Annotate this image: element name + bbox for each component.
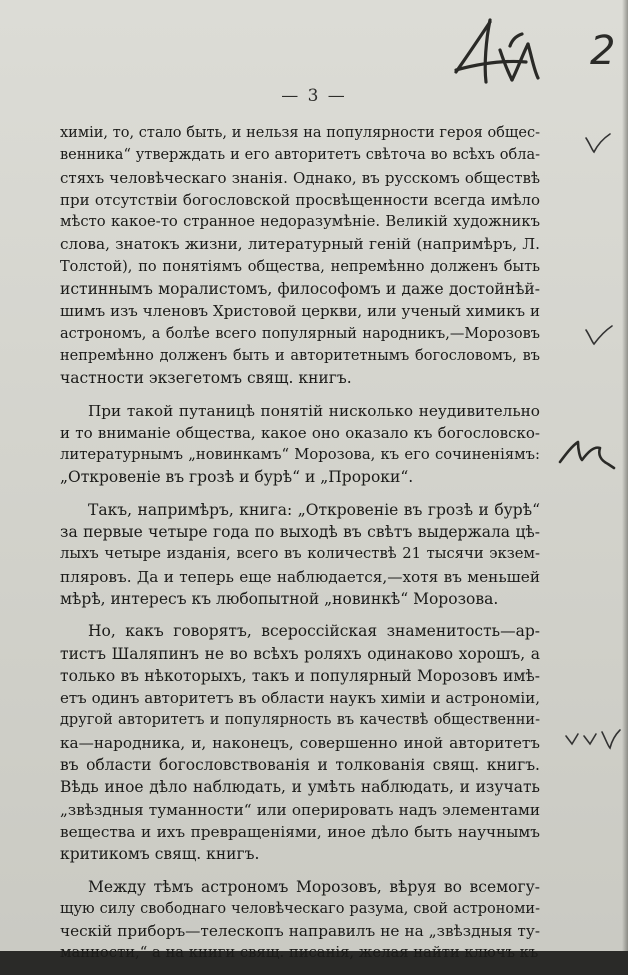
text-line: щую силу свободнаго человѣческаго разума, свой астрономи-	[60, 900, 540, 917]
text-line: мѣсто какое-то странное недоразумѣніе. Великій художникъ	[60, 213, 540, 231]
text-line: истиннымъ моралистомъ, философомъ и даже достойнѣй-	[60, 280, 540, 299]
text-line: только въ нѣкоторыхъ, такъ и популярный Морозовъ имѣ-	[60, 666, 540, 685]
text-line: Вѣдь иное дѣло наблюдать, и умѣть наблюдать, и изучать	[60, 778, 540, 797]
paragraph	[60, 876, 540, 965]
paragraph	[60, 620, 540, 865]
text-line: Такъ, напримѣръ, книга: „Откровеніе въ грозѣ и бурѣ“	[88, 500, 540, 519]
text-line: литературнымъ „новинкамъ“ Морозова, къ его сочиненіямъ:	[60, 446, 540, 464]
page-edge-shadow	[622, 0, 628, 951]
text-line: ческій приборъ—телескопъ направилъ не на „звѣздныя ту-	[60, 922, 540, 941]
text-line: стяхъ человѣческаго знанія. Однако, въ русскомъ обществѣ	[60, 168, 540, 187]
text-line: венника“ утверждать и его авторитетъ свѣточа во всѣхъ обла-	[60, 147, 540, 164]
text-line: критикомъ свящ. книгъ.	[60, 845, 260, 864]
text-line: „Откровеніе въ грозѣ и бурѣ“ и „Пророки“.	[60, 468, 414, 487]
text-line: ка—народника, и, наконецъ, совершенно иной авторитетъ	[60, 733, 540, 752]
text-line: въ области богословствованія и толкованія свящ. книгъ.	[60, 756, 540, 775]
text-line: за первые четыре года по выходѣ въ свѣтъ выдержала цѣ-	[60, 523, 540, 542]
text-line: „звѣздныя туманности“ или оперировать надъ элементами	[60, 800, 540, 819]
text-line: лыхъ четыре изданія, всего въ количествѣ 21 тысячи экзем-	[60, 545, 540, 563]
text-line: непремѣнно долженъ быть и авторитетнымъ богословомъ, въ	[60, 347, 540, 364]
text-line: тистъ Шаляпинъ не во всѣхъ роляхъ одинаково хорошъ, а	[60, 644, 540, 663]
paragraph	[60, 122, 540, 390]
margin-tick-3	[562, 724, 622, 754]
margin-tick-1	[582, 128, 612, 158]
text-line: химіи, то, стало быть, и нельзя на популярности героя общес-	[60, 125, 540, 141]
text-line: и то вниманіе общества, какое оно оказало къ богословско-	[60, 423, 540, 442]
text-line: Между тѣмъ астрономъ Морозовъ, вѣруя во всемогу-	[88, 877, 540, 896]
text-line: другой авторитетъ и популярность въ качествѣ общественни-	[60, 712, 540, 729]
text-line: астрономъ, а болѣе всего популярный народникъ,—Морозовъ	[60, 325, 540, 342]
paragraph	[60, 400, 540, 489]
text-line: При такой путаницѣ понятій нисколько неудивительно	[88, 401, 540, 420]
paragraph	[60, 499, 540, 610]
text-line: вещества и ихъ превращеніями, иное дѣло быть научнымъ	[60, 822, 540, 841]
text-line: шимъ изъ членовъ Христовой церкви, или ученый химикъ и	[60, 302, 540, 321]
margin-tick-2	[582, 318, 616, 352]
page-number: — 3 —	[281, 86, 347, 106]
text-line: Толстой), по понятіямъ общества, непремѣнно долженъ быть	[60, 258, 540, 275]
text-line: Но, какъ говорятъ, всероссійская знаменитость—ар-	[88, 622, 540, 641]
margin-squiggle	[556, 432, 616, 478]
text-line: при отсутствіи богословской просвѣщенности всегда имѣло	[60, 190, 540, 209]
body-text	[60, 122, 540, 975]
text-line: частности экзегетомъ свящ. книгъ.	[60, 369, 352, 388]
handwritten-number: 2	[590, 28, 616, 74]
text-line: манности,“ а на книги свящ. писанія, желая найти ключъ къ	[60, 944, 539, 962]
text-line: мѣрѣ, интересъ къ любопытной „новинкѣ“ Морозова.	[60, 589, 499, 608]
text-line: етъ одинъ авторитетъ въ области наукъ химіи и астрономіи,	[60, 689, 540, 708]
text-line: пляровъ. Да и теперь еще наблюдается,—хотя въ меньшей	[60, 567, 540, 586]
text-line: слова, знатокъ жизни, литературный геній (напримѣръ, Л.	[60, 235, 540, 254]
